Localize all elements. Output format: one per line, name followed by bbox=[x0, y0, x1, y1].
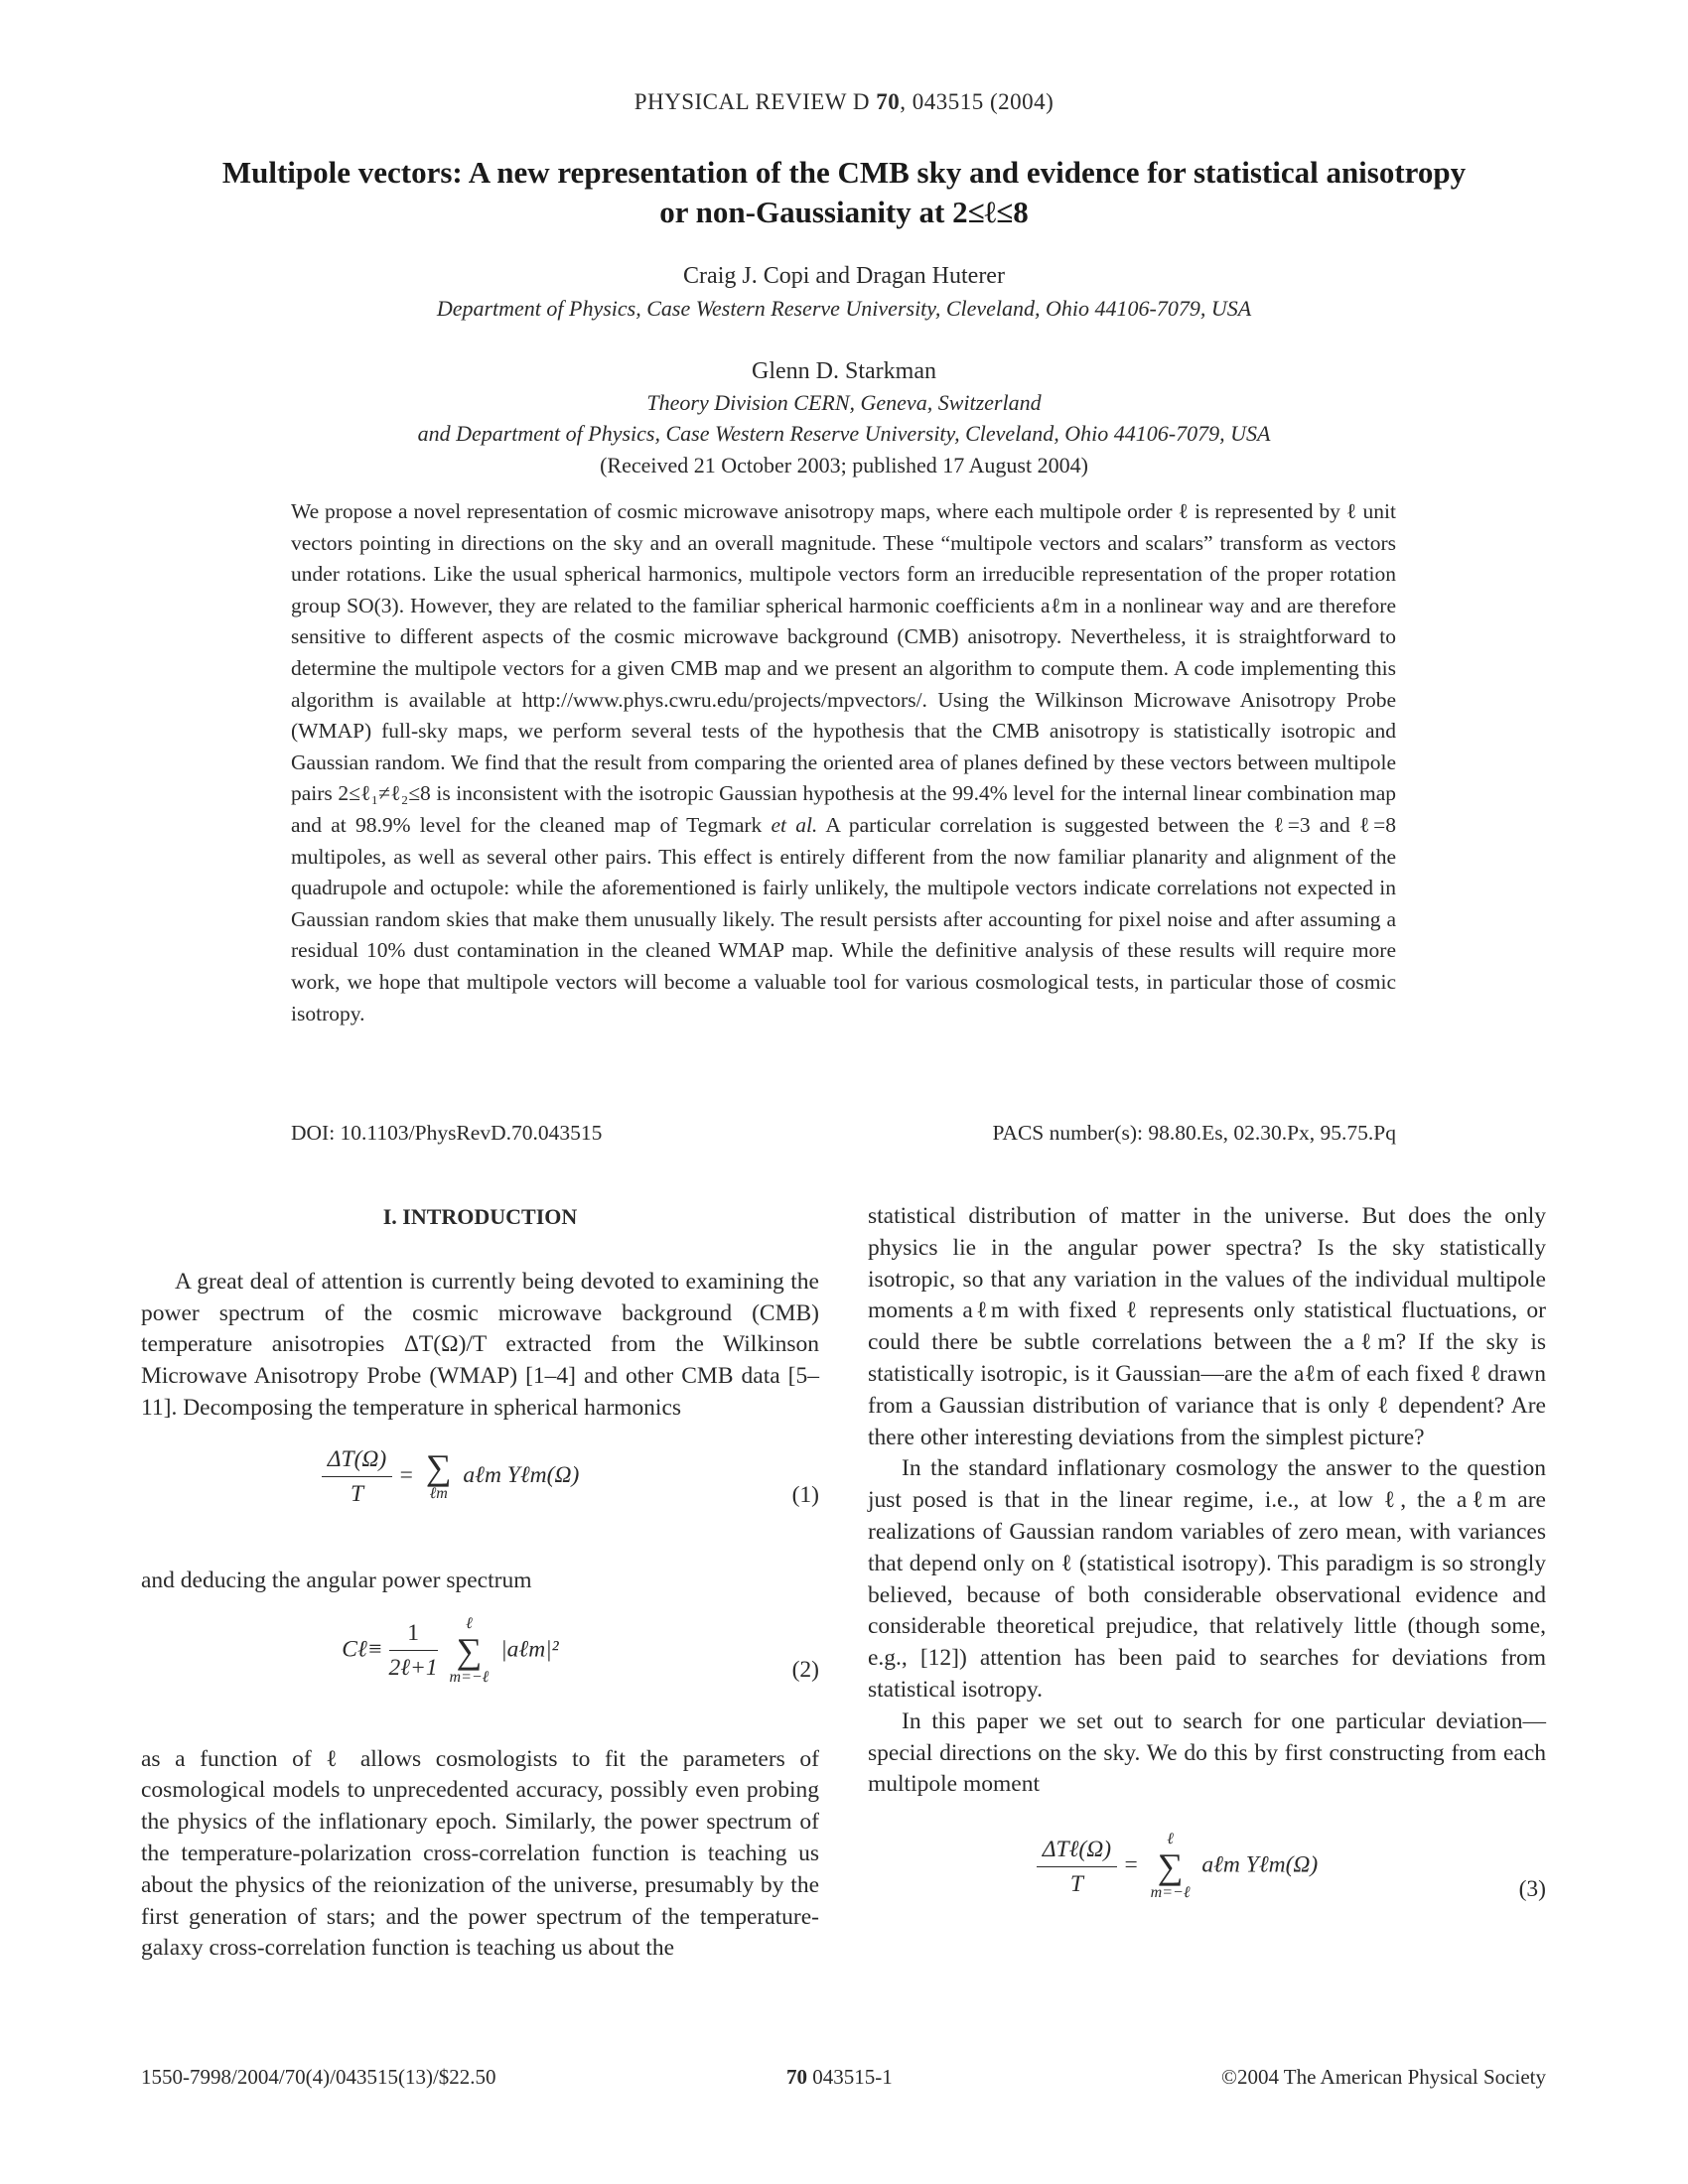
eq2-denominator: 2ℓ+1 bbox=[388, 1655, 438, 1682]
equation-3 bbox=[868, 1831, 1546, 1948]
running-head bbox=[0, 89, 1688, 115]
intro-paragraph-3: as a function of ℓ allows cosmologists to fit the parameters of cosmological models to unprecedented accuracy, possibly even probing the physics of the inflationary epoch. Similarly, the power spectrum of the temperature-polarization cross-correlation function is teaching us about the physics of the reionization of the universe, presumably by the first generation of stars; and the power spectrum of the temperature-galaxy cross-correlation function is teaching us about the bbox=[141, 1745, 819, 1962]
eq3-rhs: aℓm Yℓm(Ω) bbox=[1201, 1851, 1319, 1878]
footer-issn: 1550-7998/2004/70(4)/043515(13)/$22.50 bbox=[141, 2065, 496, 2089]
pacs-numbers: PACS number(s): 98.80.Es, 02.30.Px, 95.75.Pq bbox=[992, 1121, 1396, 1145]
abstract-text-1: We propose a novel representation of cosmic microwave anisotropy maps, where each multipole order ℓ is represented by ℓ unit vectors pointing in directions on the sky and an overall magnitude. These “multipole vectors and scalars” transform as vectors under rotations. Like the usual spherical harmonics, multipole vectors form an irreducible representation of the proper rotation group SO(3). However, they are related to the familiar spherical harmonic coefficients aℓm in a nonlinear way and are therefore sensitive to different aspects of the cosmic microwave background (CMB) anisotropy. Nevertheless, it is straightforward to determine the multipole vectors for a given CMB map and we present an algorithm to compute them. A code implementing this algorithm is available at http://www.phys.cwru.edu/projects/mpvectors/. Using the Wilkinson Microwave Anisotropy Probe (WMAP) full-sky maps, we perform several tests of the hypothesis that the CMB anisotropy is statistically isotropic and Gaussian random. We find that the result from comparing the oriented area of planes defined by these vectors between multipole pairs 2≤ℓ₁≠ℓ₂≤8 is inconsistent with the isotropic Gaussian hypothesis at the 99.4% level for the internal linear combination map and at 98.9% level for the cleaned map of Tegmark bbox=[291, 499, 1396, 837]
footer-page-number bbox=[786, 2065, 893, 2090]
author-names-2: Glenn D. Starkman bbox=[752, 358, 936, 384]
author-names-1: Craig J. Copi and Dragan Huterer bbox=[683, 263, 1005, 289]
paper-title bbox=[139, 153, 1549, 232]
eq3-denominator: T bbox=[1069, 1870, 1083, 1897]
footer-page: 043515-1 bbox=[807, 2065, 893, 2089]
author-affiliation-2b: and Department of Physics, Case Western Reserve University, Cleveland, Ohio 44106-7079, USA bbox=[417, 421, 1271, 446]
eq2-label: (2) bbox=[791, 1656, 819, 1683]
right-paragraph-2: In the standard inflationary cosmology the answer to the question just posed is that in the linear regime, i.e., at low ℓ, the aℓm are realizations of Gaussian random variables of zero mean, with variances that depend only on ℓ (statistical isotropy). This paradigm is so strongly believed, because of both considerable observational evidence and considerable theoretical prejudice, that relatively little (though some, e.g., [12]) attention has been paid to searches for deviations from statistical isotropy. bbox=[868, 1455, 1546, 1703]
eq2-rhs: |aℓm|² bbox=[500, 1635, 559, 1662]
abstract-text-2: A particular correlation is suggested between the ℓ=3 and ℓ=8 multipoles, as well as several other pairs. This effect is entirely different from the now familiar planarity and alignment of the quadrupole and octupole: while the aforementioned is fairly unlikely, the multipole vectors indicate correlations not expected in Gaussian random skies that make them unusually likely. The result persists after accounting for pixel noise and after assuming a residual 10% dust contamination in the cleaned WMAP map. While the definitive analysis of these results will require more work, we hope that multipole vectors will become a valuable tool for various cosmological tests, in particular those of cosmic isotropy. bbox=[291, 812, 1397, 1025]
eq2-lhs: Cℓ≡ bbox=[342, 1635, 383, 1662]
left-column bbox=[141, 1201, 819, 1965]
eq1-equals: = bbox=[398, 1461, 414, 1488]
author-affiliation-2: Theory Division CERN, Geneva, Switzerland bbox=[646, 390, 1042, 415]
eq3-equals: = bbox=[1122, 1851, 1139, 1878]
sum-symbol: ∑ bbox=[425, 1447, 452, 1488]
doi: DOI: 10.1103/PhysRevD.70.043515 bbox=[291, 1121, 603, 1145]
section-heading: I. INTRODUCTION bbox=[382, 1204, 578, 1229]
eq3-sum-upper: ℓ bbox=[1167, 1831, 1174, 1848]
eq2-sum-lower: m=−ℓ bbox=[449, 1668, 490, 1686]
eq1-label: (1) bbox=[791, 1481, 819, 1508]
footer-copyright: ©2004 The American Physical Society bbox=[1220, 2065, 1546, 2089]
eq3-label: (3) bbox=[1518, 1876, 1546, 1903]
abstract bbox=[291, 496, 1396, 1029]
intro-paragraph-1: A great deal of attention is currently being devoted to examining the power spectrum of the cosmic microwave background (CMB) temperature anisotropies ΔT(Ω)/T extracted from the Wilkinson Microwave Anisotropy Probe (WMAP) [1–4] and other CMB data [5–11]. Decomposing the temperature in spherical harmonics bbox=[141, 1268, 819, 1421]
abstract-etal: et al. bbox=[771, 812, 818, 837]
eq3-sum-lower: m=−ℓ bbox=[1150, 1884, 1191, 1902]
author-affiliation-1: Department of Physics, Case Western Reserve University, Cleveland, Ohio 44106-7079, USA bbox=[436, 296, 1252, 321]
intro-paragraph-2: and deducing the angular power spectrum bbox=[141, 1567, 532, 1593]
right-column bbox=[868, 1201, 1546, 1948]
title-line-1: Multipole vectors: A new representation of the CMB sky and evidence for statistical anisotropy bbox=[221, 155, 1467, 190]
eq1-sum-index: ℓm bbox=[429, 1485, 448, 1503]
equation-2 bbox=[141, 1611, 819, 1728]
journal-name: PHYSICAL REVIEW D bbox=[633, 89, 870, 114]
eq1-rhs: aℓm Yℓm(Ω) bbox=[463, 1461, 580, 1488]
right-paragraph-3: In this paper we set out to search for one particular deviation—special directions on the sky. We do this by first constructing from each multipole moment bbox=[868, 1707, 1546, 1798]
eq3-numerator: ΔTℓ(Ω) bbox=[1037, 1833, 1117, 1867]
right-paragraph-1: statistical distribution of matter in the universe. But does the only physics lie in the angular power spectra? Is the sky statistically isotropic, so that any variation in the values of the individual multipole moments aℓm with fixed ℓ represents only statistical fluctuations, or could there be subtle correlations between the aℓm? If the sky is statistically isotropic, is it Gaussian—are the aℓm of each fixed ℓ drawn from a Gaussian distribution of variance that is only ℓ dependent? Are there other interesting deviations from the simplest picture? bbox=[868, 1203, 1546, 1450]
equation-1 bbox=[141, 1442, 819, 1552]
sum-symbol: ∑ bbox=[456, 1630, 483, 1671]
footer-volume: 70 bbox=[786, 2065, 807, 2089]
received-dates: (Received 21 October 2003; published 17 August 2004) bbox=[600, 453, 1088, 478]
article-number: , 043515 (2004) bbox=[900, 89, 1055, 114]
title-line-2: or non-Gaussianity at 2≤ℓ≤8 bbox=[659, 195, 1029, 229]
sum-symbol: ∑ bbox=[1157, 1846, 1184, 1887]
eq2-sum-upper: ℓ bbox=[466, 1614, 473, 1632]
eq2-numerator: 1 bbox=[389, 1616, 438, 1651]
eq1-denominator: T bbox=[350, 1480, 364, 1507]
journal-volume: 70 bbox=[876, 89, 901, 114]
eq1-numerator: ΔT(Ω) bbox=[322, 1442, 393, 1477]
